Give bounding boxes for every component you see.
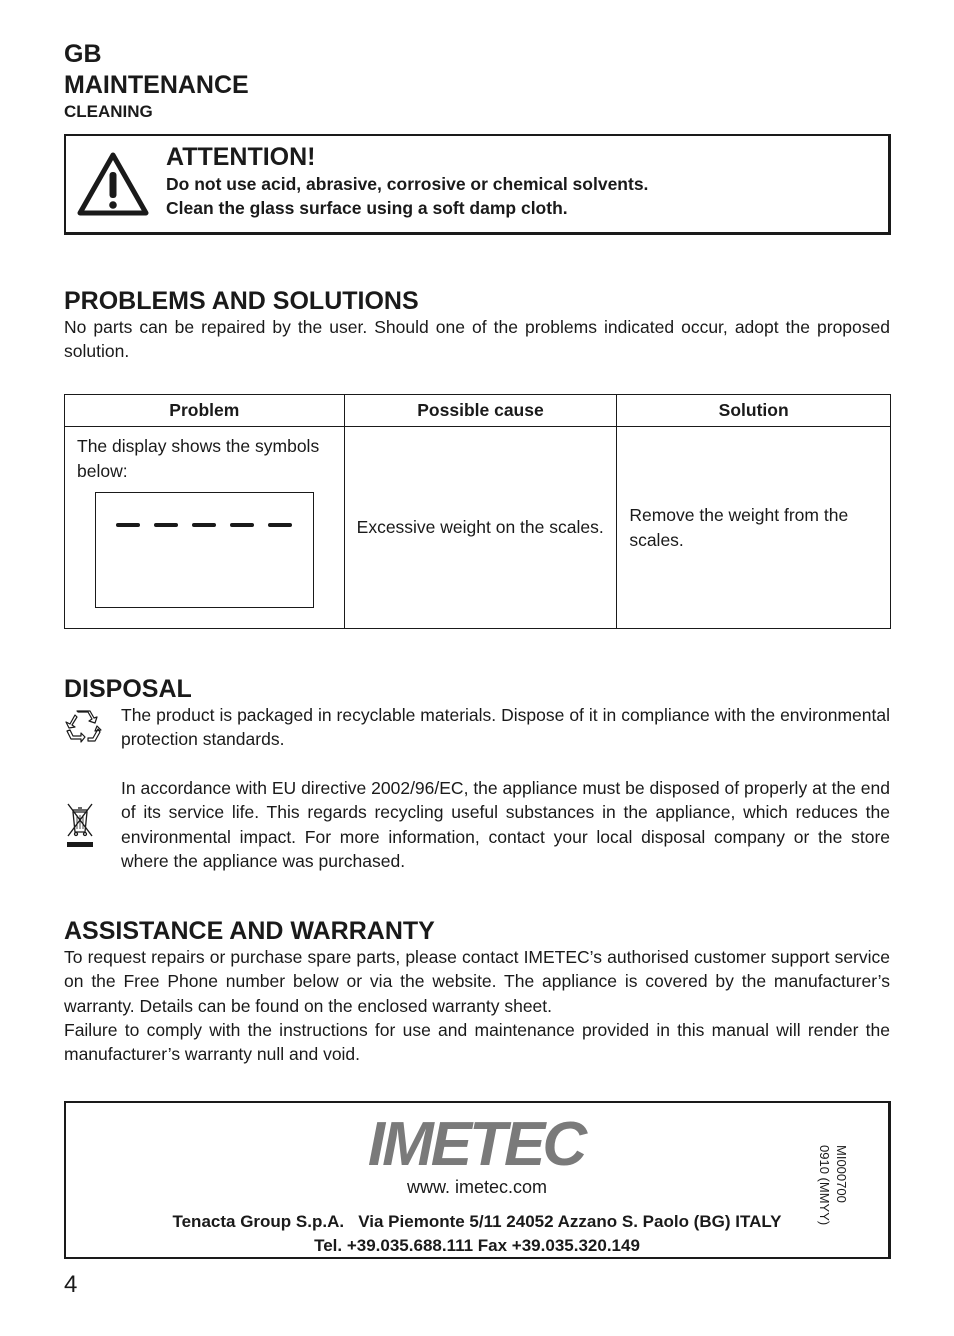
page-number: 4 bbox=[64, 1271, 78, 1298]
problem-cell bbox=[65, 427, 345, 629]
attention-box bbox=[64, 134, 891, 235]
header-problem: Problem bbox=[65, 395, 345, 427]
recycle-icon bbox=[64, 708, 102, 746]
section-title: MAINTENANCE bbox=[64, 71, 249, 99]
problems-table bbox=[64, 394, 891, 629]
problems-intro: No parts can be repaired by the user. Should one of the problems indicated occur, adopt the proposed solution. bbox=[64, 317, 890, 362]
document-code-number: MI000700 bbox=[834, 1145, 849, 1203]
crossed-out-bin-icon bbox=[64, 800, 96, 848]
disposal-title: DISPOSAL bbox=[64, 675, 192, 703]
cause-cell: Excessive weight on the scales. bbox=[344, 427, 617, 629]
language-code: GB bbox=[64, 40, 102, 68]
problems-title: PROBLEMS AND SOLUTIONS bbox=[64, 287, 419, 315]
solution-cell: Remove the weight from the scales. bbox=[617, 427, 891, 629]
disposal-packaging-text: The product is packaged in recyclable materials. Dispose of it in compliance with the environmental protection standards. bbox=[121, 705, 890, 750]
assistance-text-2: Failure to comply with the instructions for use and maintenance provided in this manual will render the manufacturer’s warranty null and void. bbox=[64, 1020, 890, 1065]
document-code bbox=[814, 1145, 850, 1235]
problem-text: The display shows the symbols below: bbox=[77, 436, 320, 481]
company-address: Tenacta Group S.p.A. Via Piemonte 5/11 24052 Azzano S. Paolo (BG) ITALY bbox=[172, 1212, 782, 1231]
assistance-title: ASSISTANCE AND WARRANTY bbox=[64, 917, 435, 945]
table-header-row bbox=[65, 395, 891, 427]
footer-box bbox=[64, 1101, 891, 1259]
table-row bbox=[65, 427, 891, 629]
attention-text-1: Do not use acid, abrasive, corrosive or chemical solvents. bbox=[166, 174, 649, 194]
website-link[interactable]: www. imetec.com bbox=[406, 1177, 548, 1197]
assistance-text-1: To request repairs or purchase spare parts, please contact IMETEC’s authorised customer support service on the Free Phone number below or via the website. The appliance is covered by the manufacturer’s warranty. Details can be found on the enclosed warranty sheet. bbox=[64, 947, 890, 1016]
header-solution: Solution bbox=[617, 395, 891, 427]
attention-text-2: Clean the glass surface using a soft damp cloth. bbox=[166, 198, 568, 218]
display-dashes-symbol bbox=[114, 519, 296, 531]
document-code-date: 0910 (MMYY) bbox=[817, 1145, 832, 1226]
display-illustration bbox=[95, 492, 314, 608]
warning-triangle-icon bbox=[76, 150, 150, 218]
subsection-title: CLEANING bbox=[64, 102, 153, 121]
attention-title: ATTENTION! bbox=[166, 143, 316, 171]
disposal-weee-text: In accordance with EU directive 2002/96/EC, the appliance must be disposed of properly at the end of its service life. This regards recycling useful substances in the appliance, which reduces the environmental impact. For more information, contact your local disposal company or the store where the appliance was purchased. bbox=[121, 778, 890, 871]
imetec-logo bbox=[362, 1111, 590, 1175]
header-cause: Possible cause bbox=[344, 395, 617, 427]
contact-phone-fax: Tel. +39.035.688.111 Fax +39.035.320.149 bbox=[314, 1236, 640, 1255]
svg-text:IMETEC: IMETEC bbox=[367, 1111, 585, 1175]
